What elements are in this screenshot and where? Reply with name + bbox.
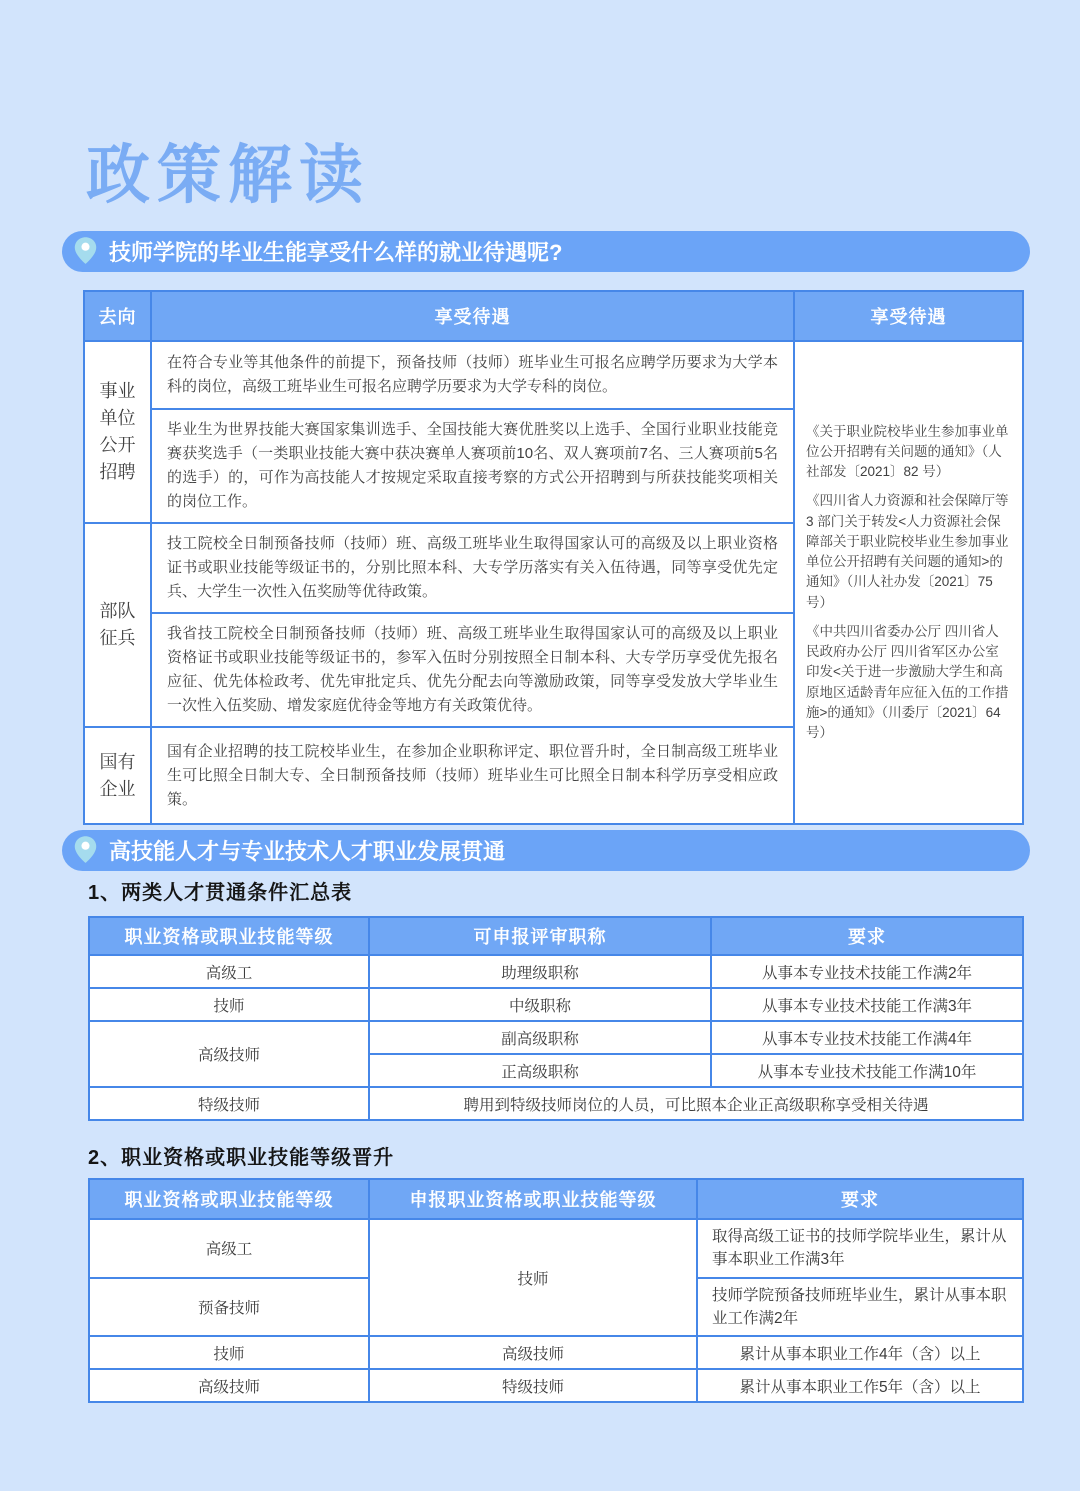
qualification-cell: 高级工 (89, 955, 369, 988)
section1-banner-label: 技师学院的毕业生能享受什么样的就业待遇呢? (109, 240, 563, 265)
qualification-cell: 高级技师 (89, 1021, 369, 1087)
col-header-applicable-title: 可申报评审职称 (369, 917, 711, 955)
col-header-destination: 去向 (84, 291, 151, 341)
requirement-cell: 聘用到特级技师岗位的人员，可比照本企业正高级职称享受相关待遇 (369, 1087, 1023, 1120)
title-cell: 中级职称 (369, 988, 711, 1021)
table-row (89, 1219, 1023, 1278)
title-cell: 副高级职称 (369, 1021, 711, 1054)
table-row (89, 1369, 1023, 1402)
treatment-text: 我省技工院校全日制预备技师（技师）班、高级工班毕业生取得国家认可的高级及以上职业资格证书或职业技能等级证书的，参军入伍时分别按照全日制本科、大专学历享受优先报名应征、优先体检政考、优先审批定兵、优先分配去向等激励政策，同等享受发放大学毕业生一次性入伍奖励、增发家庭优待金等地方有关政策优待。 (151, 613, 794, 727)
table-header-row (89, 1179, 1023, 1219)
requirement-cell: 技师学院预备技师班毕业生，累计从事本职业工作满2年 (697, 1278, 1023, 1337)
qualification-cell: 预备技师 (89, 1278, 369, 1337)
col-header-apply-level: 申报职业资格或职业技能等级 (369, 1179, 697, 1219)
qualification-cell: 技师 (89, 988, 369, 1021)
col-header-treatment: 享受待遇 (151, 291, 794, 341)
qualification-cell: 高级技师 (89, 1369, 369, 1402)
apply-level-cell: 技师 (369, 1219, 697, 1336)
table-row (89, 1087, 1023, 1120)
section2-banner (62, 830, 1030, 871)
requirement-cell: 从事本专业技术技能工作满2年 (711, 955, 1023, 988)
policy-reference: 《四川省人力资源和社会保障厅等 3 部门关于转发<人力资源社会保障部关于职业院校毕业生参加事业单位公开招聘有关问题的通知>的通知》（川人社办发〔2021〕75 号） (806, 493, 1009, 610)
table-row (89, 1336, 1023, 1369)
destination-state-enterprise: 国有企业 (84, 727, 151, 824)
policy-reference: 《中共四川省委办公厅 四川省人民政府办公厅 四川省军区办公室印发<关于进一步激励大学生和高原地区适龄青年应征入伍的工作措施>的通知》（川委厅〔2021〕64 号） (806, 623, 1009, 741)
table-row (89, 1021, 1023, 1054)
col-header-policy: 享受待遇 (794, 291, 1023, 341)
requirement-cell: 从事本专业技术技能工作满4年 (711, 1021, 1023, 1054)
qualification-cell: 特级技师 (89, 1087, 369, 1120)
employment-treatment-table (83, 290, 1024, 825)
location-pin-icon (71, 236, 100, 267)
col-header-qualification: 职业资格或职业技能等级 (89, 917, 369, 955)
requirement-cell: 从事本专业技术技能工作满10年 (711, 1054, 1023, 1087)
col-header-requirement: 要求 (697, 1179, 1023, 1219)
title-cell: 助理级职称 (369, 955, 711, 988)
qualification-cell: 技师 (89, 1336, 369, 1369)
qualification-cell: 高级工 (89, 1219, 369, 1278)
location-pin-icon (71, 835, 100, 866)
subsection2-title: 2、职业资格或职业技能等级晋升 (88, 1147, 395, 1169)
requirement-cell: 累计从事本职业工作4年（含）以上 (697, 1336, 1023, 1369)
table-header-row (84, 291, 1023, 341)
treatment-text: 技工院校全日制预备技师（技师）班、高级工班毕业生取得国家认可的高级及以上职业资格证书或职业技能等级证书的，分别比照本科、大专学历落实有关入伍待遇，同等享受优先定兵、大学生一次性入伍奖励等优待政策。 (151, 523, 794, 613)
table-row (89, 955, 1023, 988)
talent-link-table (88, 916, 1024, 1121)
section2-banner-label: 高技能人才与专业技术人才职业发展贯通 (109, 839, 506, 864)
apply-level-cell: 特级技师 (369, 1369, 697, 1402)
table-header-row (89, 917, 1023, 955)
requirement-cell: 取得高级工证书的技师学院毕业生，累计从事本职业工作满3年 (697, 1219, 1023, 1278)
requirement-cell: 从事本专业技术技能工作满3年 (711, 988, 1023, 1021)
title-cell: 正高级职称 (369, 1054, 711, 1087)
col-header-qualification: 职业资格或职业技能等级 (89, 1179, 369, 1219)
destination-military: 部队征兵 (84, 523, 151, 727)
table-row (89, 988, 1023, 1021)
policy-references-cell (794, 341, 1023, 824)
section1-banner (62, 231, 1030, 272)
treatment-text: 国有企业招聘的技工院校毕业生，在参加企业职称评定、职位晋升时，全日制高级工班毕业生可比照全日制大专、全日制预备技师（技师）班毕业生可比照全日制本科学历享受相应政策。 (151, 727, 794, 824)
requirement-cell: 累计从事本职业工作5年（含）以上 (697, 1369, 1023, 1402)
table-row (84, 341, 1023, 409)
col-header-requirement: 要求 (711, 917, 1023, 955)
treatment-text: 在符合专业等其他条件的前提下，预备技师（技师）班毕业生可报名应聘学历要求为大学本科的岗位，高级工班毕业生可报名应聘学历要求为大学专科的岗位。 (151, 341, 794, 409)
skill-promotion-table (88, 1178, 1024, 1403)
destination-public-institution: 事业单位公开招聘 (84, 341, 151, 523)
page-title: 政策解读 (86, 139, 370, 211)
subsection1-title: 1、两类人才贯通条件汇总表 (88, 882, 353, 904)
treatment-text: 毕业生为世界技能大赛国家集训选手、全国技能大赛优胜奖以上选手、全国行业职业技能竞赛获奖选手（一类职业技能大赛中获决赛单人赛项前10名、双人赛项前7名、三人赛项前5名的选手）的，可作为高技能人才按规定采取直接考察的方式公开招聘到与所获技能奖项相关的岗位工作。 (151, 409, 794, 523)
policy-reference: 《关于职业院校毕业生参加事业单位公开招聘有关问题的通知》（人社部发〔2021〕82 号） (806, 423, 1009, 480)
apply-level-cell: 高级技师 (369, 1336, 697, 1369)
